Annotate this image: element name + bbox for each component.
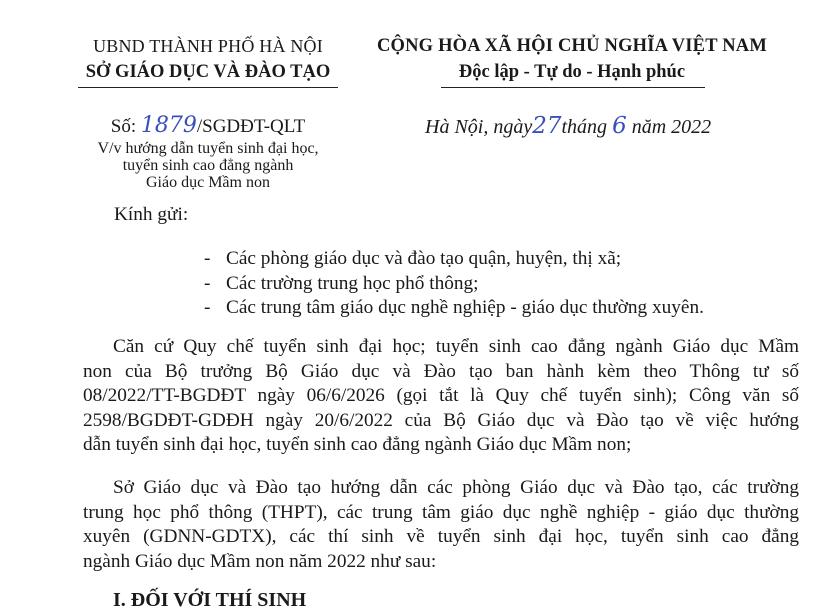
- subject-line-2: tuyển sinh cao đẳng ngành: [122, 157, 294, 174]
- paragraph-line: Căn cứ Quy chế tuyển sinh đại học; tuyển sinh cao đẳng ngành Giáo dục Mầm: [113, 336, 799, 357]
- national-motto: Độc lập - Tự do - Hạnh phúc: [458, 62, 686, 82]
- handwritten-month: 6: [612, 113, 627, 139]
- department-underline: [78, 87, 338, 88]
- paragraph-guidance: [83, 476, 799, 574]
- recipient-item: - Các trung tâm giáo dục nghề nghiệp - giáo dục thường xuyên.: [204, 297, 704, 318]
- date-place: Hà Nội, ngày: [425, 116, 533, 138]
- issue-date: [425, 113, 711, 139]
- paragraph-line: xuyên (GDNN-GDTX), các thí sinh về tuyển sinh đại học, tuyển sinh cao đẳng: [83, 526, 799, 548]
- number-prefix: Số:: [110, 116, 137, 137]
- handwritten-number: 1879: [140, 113, 197, 138]
- department-name: SỞ GIÁO DỤC VÀ ĐÀO TẠO: [85, 62, 331, 82]
- recipient-item: - Các trường trung học phổ thông;: [204, 273, 479, 294]
- issuing-authority: UBND THÀNH PHỐ HÀ NỘI: [93, 36, 323, 56]
- paragraph-line: dẫn tuyển sinh đại học, tuyển sinh cao đẳng ngành Giáo dục Mầm non;: [83, 434, 632, 456]
- section-heading: I. ĐỐI VỚI THÍ SINH: [113, 589, 307, 611]
- date-month-label: tháng: [561, 116, 608, 138]
- subject-line-3: Giáo dục Mầm non: [146, 174, 270, 191]
- subject-line-1: V/v hướng dẫn tuyển sinh đại học,: [97, 140, 319, 157]
- paragraph-line: non của Bộ trưởng Bộ Giáo dục và Đào tạo ban hành kèm theo Thông tư số: [83, 360, 799, 382]
- document-number: [48, 113, 368, 138]
- date-year: năm 2022: [631, 116, 712, 138]
- paragraph-line: 2598/BGDĐT-GDĐH ngày 20/6/2022 của Bộ Giáo dục và Đào tạo về việc hướng: [83, 409, 799, 431]
- number-suffix: /SGDĐT-QLT: [196, 116, 306, 137]
- paragraph-line: trung học phổ thông (THPT), các trung tâm giáo dục nghề nghiệp - giáo dục thường: [83, 501, 799, 523]
- recipient-item: - Các phòng giáo dục và đào tạo quận, huyện, thị xã;: [204, 248, 622, 269]
- country-name: CỘNG HÒA XÃ HỘI CHỦ NGHĨA VIỆT NAM: [376, 36, 768, 56]
- paragraph-line: Sở Giáo dục và Đào tạo hướng dẫn các phòng Giáo dục và Đào tạo, các trường: [113, 477, 799, 498]
- handwritten-day: 27: [532, 113, 562, 139]
- paragraph-legal-basis: [83, 335, 799, 458]
- salutation: Kính gửi:: [114, 204, 189, 225]
- motto-underline: [441, 87, 705, 88]
- paragraph-line: 08/2022/TT-BGDĐT ngày 06/6/2026 (gọi tắt là Quy chế tuyển sinh); Công văn số: [83, 385, 799, 407]
- paragraph-line: ngành Giáo dục Mầm non năm 2022 như sau:: [83, 550, 437, 572]
